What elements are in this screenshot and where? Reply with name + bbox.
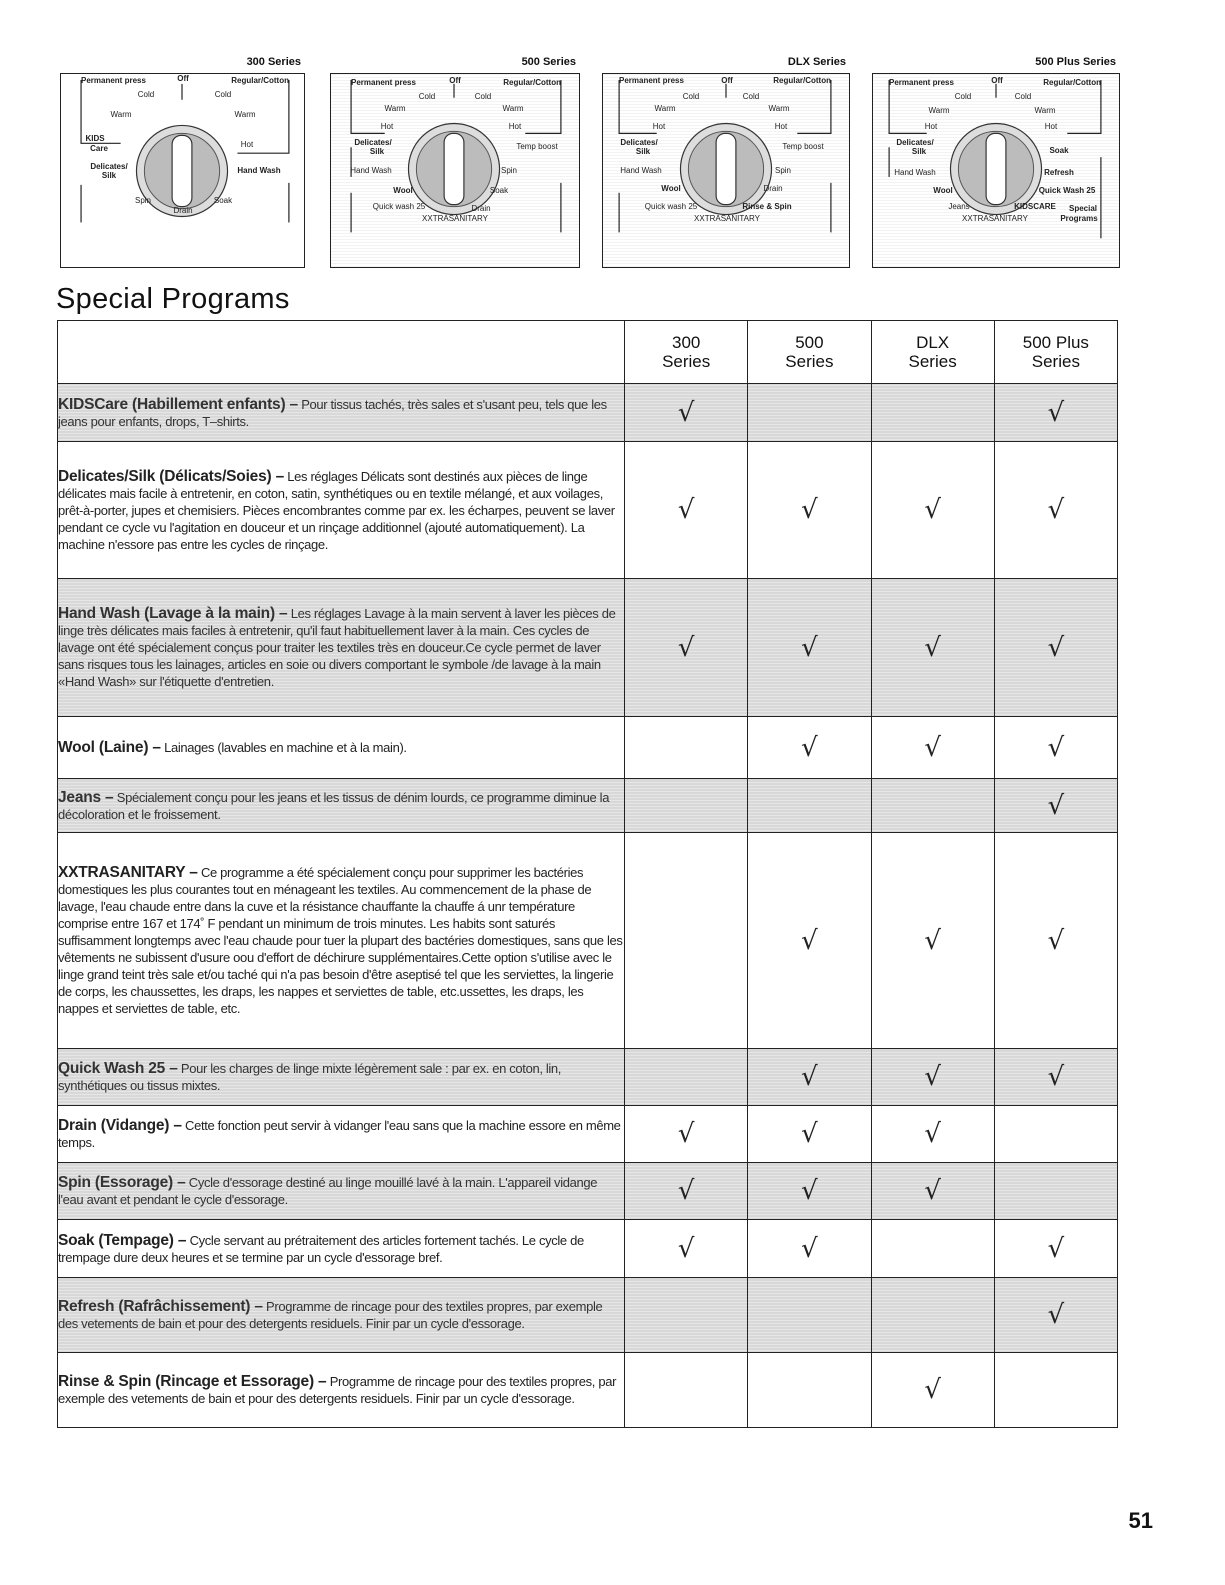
series-support-cell [748,1163,871,1220]
dial-label: Permanent press [351,78,416,87]
special-programs-table [57,320,1118,1428]
series-support-cell [625,1106,748,1163]
series-support-cell [625,442,748,579]
dial-label: Delicates/ [896,138,934,147]
dial-label: Temp boost [782,142,824,151]
series-support-cell [871,1163,994,1220]
dial-label: Cold [418,92,436,101]
series-support-cell [994,1278,1117,1353]
program-name: Wool (Laine) – [58,739,161,756]
program-text: Spécialement conçu pour les jeans et les tissus de dénim lourds, ce programme diminue la décoloration et le froissement. [58,789,610,822]
series-support-cell [994,1353,1117,1428]
series-support-cell [625,579,748,717]
dial-label: Cold [474,92,492,101]
page-number: 51 [1128,1508,1153,1533]
dial-label: Off [177,74,189,83]
program-name: XXTRASANITARY – [58,864,198,881]
program-description [58,1353,625,1428]
checkmark-icon: √ [801,1062,818,1092]
program-description [58,717,625,779]
dial-label: Silk [635,147,651,156]
column-header-300 [625,321,748,384]
panel-title: 500 Series [521,56,576,68]
checkmark-icon: √ [1047,397,1065,428]
table-row [58,442,1118,579]
dial-label: Warm [768,104,790,113]
dial-label: Wool [393,186,413,195]
checkmark-icon: √ [801,1119,818,1149]
checkmark-icon: √ [924,495,941,525]
dial-label: Delicates/ [620,138,658,147]
series-support-cell [871,384,994,442]
series-support-cell [871,1278,994,1353]
series-support-cell [994,384,1117,442]
dial-label: Drain [763,184,783,193]
panel-500-plus-series [872,56,1120,268]
series-support-cell [994,717,1117,779]
program-description [58,579,625,717]
checkmark-icon: √ [924,632,941,663]
checkmark-icon: √ [677,1233,695,1264]
program-text: Lainages (lavables en machine et à la main). [160,740,407,755]
series-support-cell [625,1220,748,1278]
series-support-cell [625,717,748,779]
panel-title: 300 Series [246,56,301,68]
dial-label: Delicates/ [90,162,128,171]
series-support-cell [871,442,994,579]
series-support-cell [625,1353,748,1428]
program-rows [58,384,1118,1428]
dial-label: Hot [652,122,666,131]
panel-title: 500 Plus Series [1035,56,1116,68]
checkmark-icon: √ [1047,495,1065,525]
program-name: Soak (Tempage) – [58,1231,187,1249]
panel-frame [330,73,580,268]
dial-label: Hot [380,122,394,131]
series-support-cell [625,833,748,1049]
program-name: KIDSCare (Habillement enfants) – [58,395,298,413]
checkmark-icon: √ [924,1176,941,1206]
dial-label: XXTRASANITARY [962,214,1028,223]
program-description [58,779,625,833]
dial-label: KIDS [85,134,105,143]
series-support-cell [625,1049,748,1106]
table-row [58,833,1118,1049]
program-description [58,442,625,579]
checkmark-icon: √ [801,495,818,525]
panel-frame [872,73,1120,268]
program-text: Cette fonction peut servir à vidanger l'eau sans que la machine essore en même temps. [58,1118,621,1150]
program-text: Pour les charges de linge mixte légèrement sale : par ex. en coton, lin, synthétiques ou tissus mixtes. [58,1061,562,1093]
dial-label: Rinse & Spin [742,202,792,211]
program-name: Jeans – [58,788,114,806]
dial-label: Cold [1014,92,1032,101]
checkmark-icon: √ [677,397,695,428]
program-name: Rinse & Spin (Rincage et Essorage) – [58,1373,327,1390]
table-row [58,717,1118,779]
checkmark-icon: √ [924,925,941,956]
program-text: Pour tissus tachés, très sales et s'usant peu, tels que les jeans pour enfants, drops, T–shirts. [58,396,607,429]
checkmark-icon: √ [801,632,818,663]
table-row [58,1163,1118,1220]
table-header-row [58,321,1118,384]
checkmark-icon: √ [1047,790,1065,821]
program-name: Quick Wash 25 – [58,1060,178,1077]
program-text: Les réglages Délicats sont destinés aux pièces de linge délicates mais facile à entretenir, en coton, satin, synthétiques ou en textile mélangé, et aux voilages, prêt-à-porter, jupes et chemisiers. Pièces encombrantes comme par ex. les écharpes, peuvent se laver pendant ce cycle vu l'agitation en douceur et un rinçage additionnel (ajouté automatiquement). La machine n'essore pas entre les cycles de rinçage. [58,468,615,552]
dial-label: Cold [954,92,972,101]
dial-label: XXTRASANITARY [694,214,760,223]
series-support-cell [871,1220,994,1278]
program-description [58,1106,625,1163]
program-description [58,833,625,1049]
column-header-500-plus [994,321,1117,384]
panel-500-series [330,56,580,268]
series-support-cell [748,779,871,833]
dial-label: Permanent press [81,76,146,85]
series-support-cell [748,579,871,717]
dial-label: Quick Wash 25 [1038,186,1096,195]
checkmark-icon: √ [801,732,818,763]
series-support-cell [871,779,994,833]
table-row [58,1106,1118,1163]
dial-label: KIDSCARE [1014,202,1056,211]
column-header-dlx [871,321,994,384]
dial-label: Cold [682,92,700,101]
program-name: Hand Wash (Lavage à la main) – [58,605,288,622]
dial-label: Soak [1049,146,1069,155]
program-text: Les réglages Lavage à la main servent à laver les pièces de linge très délicates mais faciles à entretenir, qu'il faut habituellement laver à la main. Ces cycles de lavage ont été spécialement conçus pour traiter les textiles très en douceur.Ce cycle permet de laver sans risques tous les lainages, articles en soie ou divers comportant le symbole /de lavage à la main «Hand Wash» sur l'étiquette d'entretien. [58,606,616,689]
program-text: Ce programme a été spécialement conçu pour supprimer les bactéries domestiques les plus courantes tout en ménageant les textiles. Au commencement de la phase de lavage, l'eau chaude entre dans la cuve et la résistance chauffante la chauffe á unr température comprise entre 167 et 174˚ F pendant un minimum de trois minutes. Les habits sont saturés suffisamment longtemps avec l'eau chaude pour tuer la plupart des bactéries domestiques, sans que les vêtements ne subissent d'usure oou d'effort de déchirure supplémentaires.Cette option s'utilise avec le linge grand teint très sale et/ou taché qui n'a pas besoin d'être aseptisé tel que les serviettes, la lingerie de corps, les chaussettes, les draps, les nappes et serviettes de table, etc.ussettes, les draps, les nappes et serviettes de table, etc. [58,865,623,1016]
panel-300-series [60,56,305,268]
dial-label: Quick wash 25 [644,202,698,211]
table-row [58,384,1118,442]
dial-label: Temp boost [516,142,558,151]
dial-label: Permanent press [619,76,684,85]
series-support-cell [748,833,871,1049]
checkmark-icon: √ [924,1062,941,1092]
checkmark-icon: √ [1047,732,1065,763]
dial-label: Warm [928,106,950,115]
program-description [58,1049,625,1106]
checkmark-icon: √ [677,1119,695,1149]
table-row [58,1049,1118,1106]
dial-label: Hand Wash [620,166,662,175]
dial-label: Off [449,76,461,85]
dial-label: Cold [137,90,155,99]
dial-label: Delicates/ [354,138,392,147]
table-row [58,1278,1118,1353]
dial-label: Warm [1034,106,1056,115]
dial-label: Programs [1060,214,1098,223]
program-text: Programme de rincage pour des textiles propres, par exemple des vetements de bain et pour des detergents residuels. Finir par un cycle d'essorage. [58,1374,617,1406]
column-header-number: DLX [916,333,950,352]
dial-label: Warm [234,110,256,119]
dial-label: Care [90,144,108,153]
program-name: Spin (Essorage) – [58,1174,186,1191]
dial-label: Wool [661,184,681,193]
table-row [58,1353,1118,1428]
checkmark-icon: √ [677,1176,695,1206]
column-header-series: Series [908,352,957,371]
dial-label: Hot [1044,122,1058,131]
checkmark-icon: √ [1047,1062,1065,1092]
series-support-cell [994,442,1117,579]
dial-label: Silk [369,147,385,156]
series-support-cell [748,384,871,442]
dial-label: Refresh [1044,168,1074,177]
program-text: Programme de rincage pour des textiles propres, par exemple des vetements de bain et pour des detergents residuels. Finir par un cycle d'essorage. [58,1299,603,1331]
dial-label: Regular/Cotton [231,76,289,85]
dial-label: Hot [774,122,788,131]
page-title: Special Programs [56,283,290,315]
dial-label: Regular/Cotton [773,76,831,85]
series-support-cell [994,1106,1117,1163]
dial-label: Drain [471,204,491,213]
dial-label: Hot [924,122,938,131]
series-support-cell [625,779,748,833]
column-header-number: 300 [671,333,701,352]
series-support-cell [748,1049,871,1106]
checkmark-icon: √ [924,1119,941,1149]
series-support-cell [994,1049,1117,1106]
series-support-cell [871,1353,994,1428]
checkmark-icon: √ [1047,1233,1065,1264]
checkmark-icon: √ [924,732,941,763]
dial-label: Off [721,76,733,85]
dial-label: Warm [654,104,676,113]
dial-label: Hand Wash [237,166,281,175]
dial-label: Hand Wash [894,168,936,177]
checkmark-icon: √ [677,495,695,525]
dial-label: Silk [101,171,117,180]
series-support-cell [871,833,994,1049]
dial-label: Hot [240,140,254,149]
dial-label: Regular/Cotton [1043,78,1101,87]
checkmark-icon: √ [801,1176,818,1206]
series-support-cell [625,1163,748,1220]
checkmark-icon: √ [1047,1300,1065,1330]
program-text: Cycle servant au prétraitement des articles fortement tachés. Le cycle de trempage dure deux heures et se termine par un cycle d'essorage bref. [58,1232,584,1265]
dial-label: Warm [384,104,406,113]
column-header-series: Series [785,352,834,371]
column-header-program [58,321,625,384]
series-support-cell [748,717,871,779]
series-support-cell [748,442,871,579]
table-row [58,1220,1118,1278]
column-header-500 [748,321,871,384]
series-support-cell [871,1106,994,1163]
dial-label: Spin [774,166,792,175]
program-description [58,1278,625,1353]
series-support-cell [748,1106,871,1163]
program-name: Refresh (Rafrâchissement) – [58,1298,263,1315]
series-support-cell [994,833,1117,1049]
series-support-cell [748,1278,871,1353]
checkmark-icon: √ [1047,925,1065,956]
checkmark-icon: √ [924,1375,941,1405]
column-header-series: Series [662,352,711,371]
checkmark-icon: √ [801,1233,818,1264]
checkmark-icon: √ [677,632,695,663]
checkmark-icon: √ [1047,632,1065,663]
dial-label: XXTRASANITARY [422,214,488,223]
dial-label: Warm [502,104,524,113]
panel-dlx-series [602,56,850,268]
panel-frame [60,73,305,268]
dial-label: Permanent press [889,78,954,87]
dial-label: Spin [134,196,152,205]
dial-panels [0,56,1225,268]
program-text: Cycle d'essorage destiné au linge mouillé lavé à la main. L'appareil vidange l'eau avant et pendant le cycle d'essorage. [58,1175,598,1207]
program-description [58,1163,625,1220]
series-support-cell [625,1278,748,1353]
dial-label: Hot [508,122,522,131]
series-support-cell [871,1049,994,1106]
panel-frame [602,73,850,268]
dial-label: Cold [214,90,232,99]
column-header-number: 500 [795,333,824,352]
dial-label: Cold [742,92,760,101]
program-name: Drain (Vidange) – [58,1117,182,1134]
dial-label: Soak [489,186,509,195]
panel-title: DLX Series [787,56,846,68]
dial-label: Quick wash 25 [372,202,426,211]
dial-label: Off [991,76,1003,85]
dial-label: Wool [933,186,953,195]
dial-label: Warm [110,110,132,119]
checkmark-icon: √ [801,925,818,956]
series-support-cell [994,779,1117,833]
dial-label: Regular/Cotton [503,78,561,87]
dial-label: Soak [213,196,233,205]
dial-label: Spin [500,166,518,175]
series-support-cell [871,717,994,779]
dial-label: Silk [911,147,927,156]
series-support-cell [994,579,1117,717]
column-header-number: 500 Plus [1022,333,1089,352]
column-header-series: Series [1031,352,1080,371]
series-support-cell [994,1163,1117,1220]
series-support-cell [625,384,748,442]
series-support-cell [871,579,994,717]
dial-label: Drain [173,206,193,215]
series-support-cell [748,1220,871,1278]
table-row [58,579,1118,717]
program-description [58,384,625,442]
program-description [58,1220,625,1278]
table-row [58,779,1118,833]
series-support-cell [748,1353,871,1428]
dial-label: Jeans [948,202,970,211]
program-name: Delicates/Silk (Délicats/Soies) – [58,467,285,485]
dial-label: Special [1068,204,1098,213]
dial-label: Hand Wash [350,166,392,175]
series-support-cell [994,1220,1117,1278]
